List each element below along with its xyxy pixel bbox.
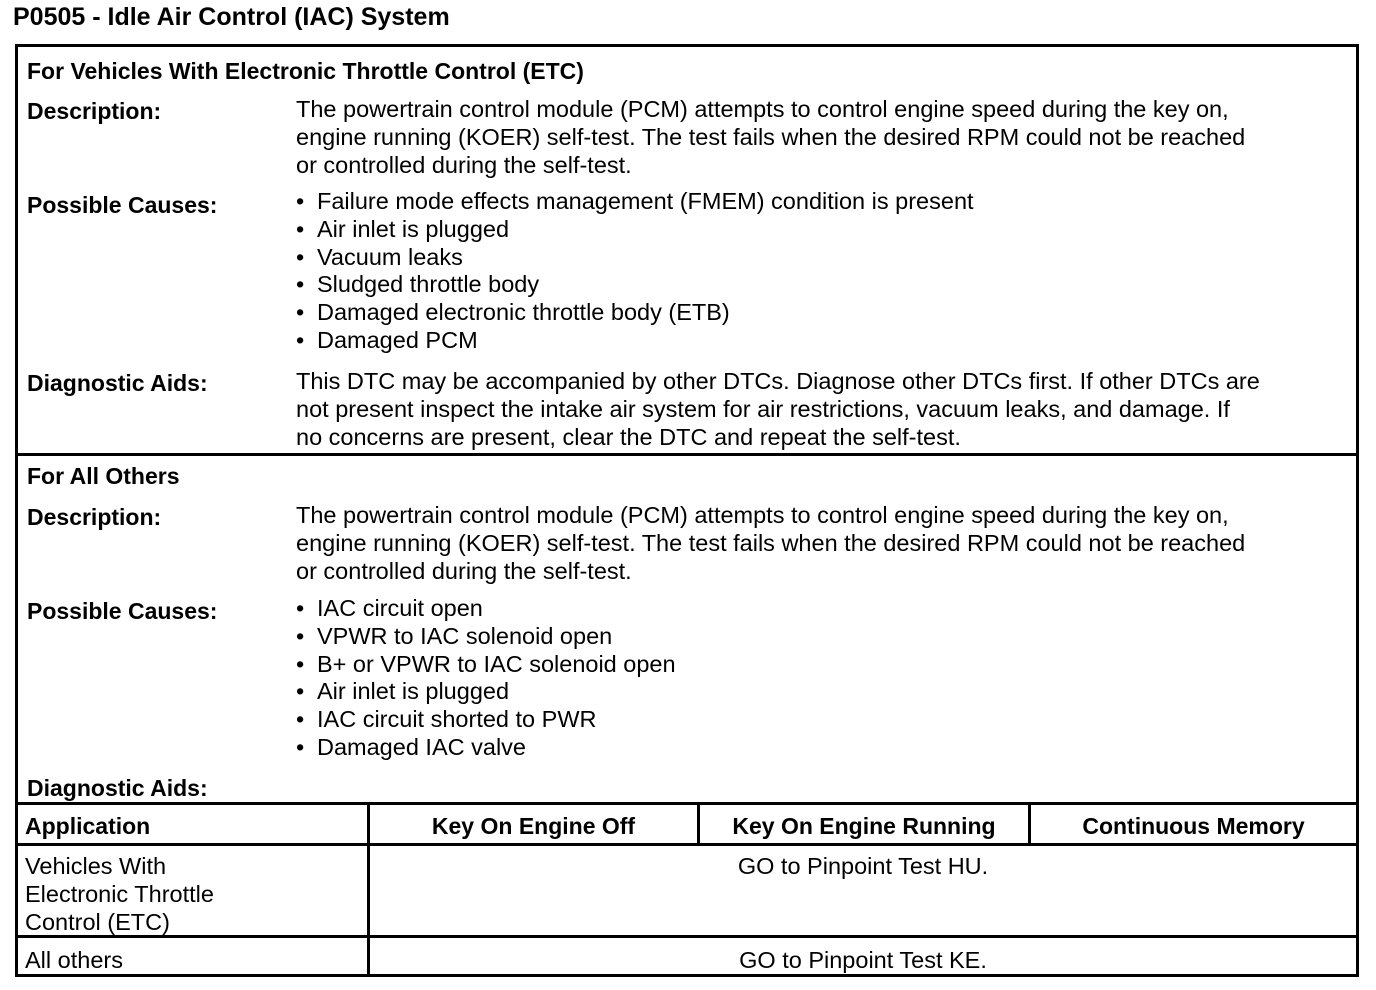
others-description-label: Description:	[27, 504, 162, 530]
page-title: P0505 - Idle Air Control (IAC) System	[13, 3, 450, 31]
others-section-heading: For All Others	[27, 463, 180, 489]
list-item: • Damaged PCM	[296, 327, 974, 355]
etc-aids-line: This DTC may be accompanied by other DTCs. Diagnose other DTCs first. If other DTCs are	[296, 368, 1260, 394]
table-cell-application: All others	[25, 947, 123, 973]
table-header-border	[18, 843, 1356, 846]
table-header-continuous-memory: Continuous Memory	[1082, 813, 1305, 839]
etc-description-text	[296, 95, 1356, 179]
table-row-border	[18, 935, 1356, 938]
list-item: • Damaged IAC valve	[296, 734, 676, 762]
etc-causes-list	[296, 188, 974, 355]
application-line: Electronic Throttle	[25, 881, 214, 907]
section-divider	[18, 453, 1356, 456]
table-cell-action: GO to Pinpoint Test KE.	[739, 947, 987, 973]
etc-aids-line: not present inspect the intake air system for air restrictions, vacuum leaks, and damage. If	[296, 396, 1230, 422]
list-item: • Damaged electronic throttle body (ETB)	[296, 299, 974, 327]
list-item: • VPWR to IAC solenoid open	[296, 623, 676, 651]
table-cell-action: GO to Pinpoint Test HU.	[737, 853, 989, 879]
list-item: • IAC circuit open	[296, 595, 676, 623]
table-header-application: Application	[25, 813, 151, 839]
etc-aids-label: Diagnostic Aids:	[27, 370, 208, 396]
etc-description-label: Description:	[27, 98, 162, 124]
others-description-line: engine running (KOER) self-test. The test fails when the desired RPM could not be reached	[296, 530, 1246, 556]
etc-aids-text	[296, 367, 1356, 451]
table-header-koeo: Key On Engine Off	[431, 813, 636, 839]
others-causes-list	[296, 595, 676, 762]
table-cell-application	[25, 852, 214, 936]
application-line: Vehicles With	[25, 853, 167, 879]
list-item: • Failure mode effects management (FMEM) condition is present	[296, 188, 974, 216]
etc-description-line: The powertrain control module (PCM) attempts to control engine speed during the key on,	[296, 96, 1229, 122]
list-item: • IAC circuit shorted to PWR	[296, 706, 676, 734]
etc-aids-line: no concerns are present, clear the DTC and repeat the self-test.	[296, 424, 961, 450]
list-item: • Vacuum leaks	[296, 244, 974, 272]
etc-description-line: or controlled during the self-test.	[296, 152, 632, 178]
etc-section-heading: For Vehicles With Electronic Throttle Control (ETC)	[27, 58, 584, 84]
list-item: • Air inlet is plugged	[296, 678, 676, 706]
table-header-koer: Key On Engine Running	[732, 813, 996, 839]
etc-description-line: engine running (KOER) self-test. The test fails when the desired RPM could not be reached	[296, 124, 1246, 150]
others-causes-label: Possible Causes:	[27, 598, 218, 624]
list-item: • Air inlet is plugged	[296, 216, 974, 244]
application-line: Control (ETC)	[25, 909, 170, 935]
others-description-line: The powertrain control module (PCM) attempts to control engine speed during the key on,	[296, 502, 1229, 528]
others-aids-label: Diagnostic Aids:	[27, 775, 208, 801]
list-item: • B+ or VPWR to IAC solenoid open	[296, 651, 676, 679]
others-description-line: or controlled during the self-test.	[296, 558, 632, 584]
others-description-text	[296, 501, 1356, 585]
list-item: • Sludged throttle body	[296, 271, 974, 299]
dtc-frame	[15, 44, 1359, 977]
table-top-border	[18, 802, 1356, 805]
etc-causes-label: Possible Causes:	[27, 192, 218, 218]
